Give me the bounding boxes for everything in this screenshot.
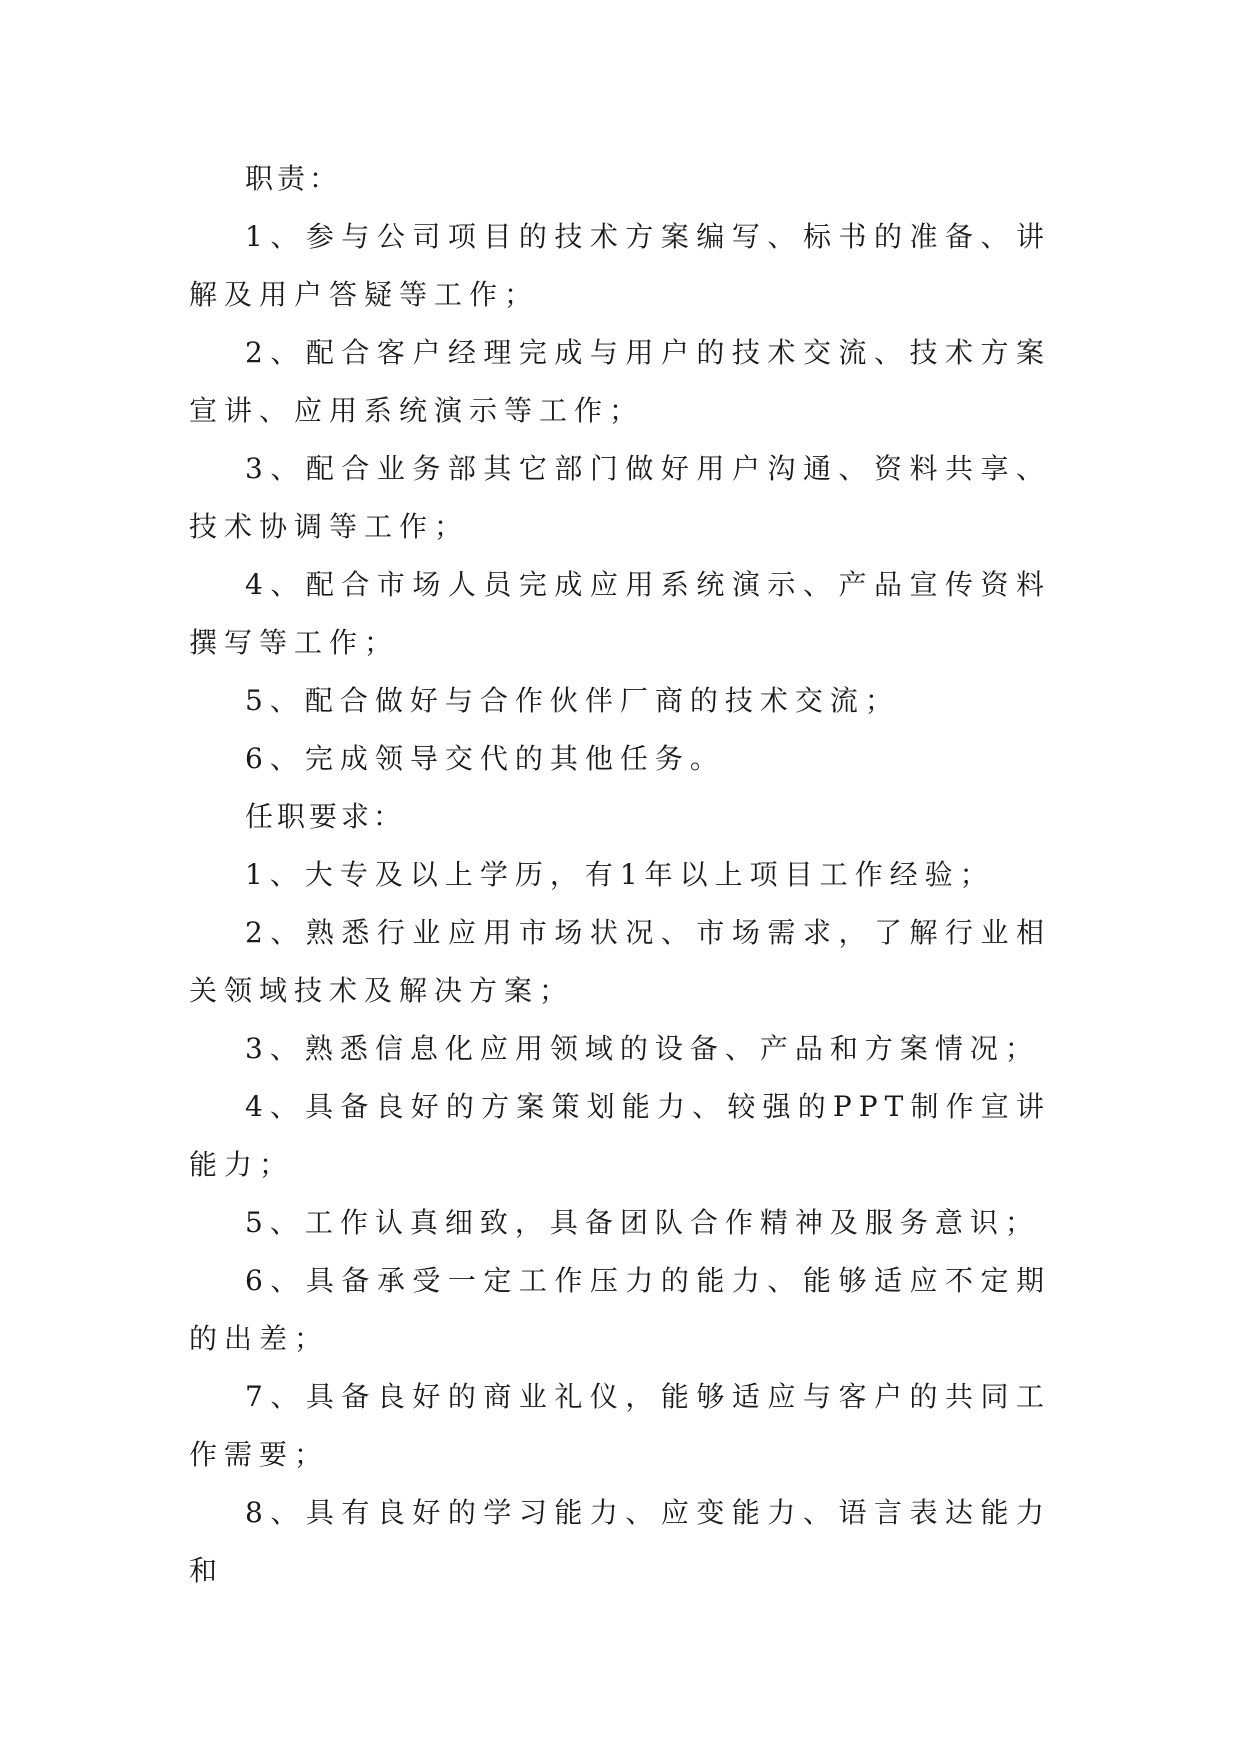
requirement-item: 8、具有良好的学习能力、应变能力、语言表达能力和 (189, 1496, 1051, 1587)
duties-heading: 职责： (245, 162, 342, 195)
requirement-item: 4、具备良好的方案策划能力、较强的PPT制作宣讲能力； (189, 1090, 1051, 1181)
document-page (189, 150, 1051, 1600)
requirement-item: 3、熟悉信息化应用领域的设备、产品和方案情况； (245, 1032, 1040, 1065)
requirement-item: 6、具备承受一定工作压力的能力、能够适应不定期的出差； (189, 1264, 1051, 1355)
requirements-heading: 任职要求： (245, 800, 406, 833)
duty-item: 3、配合业务部其它部门做好用户沟通、资料共享、技术协调等工作； (189, 452, 1051, 543)
duty-item: 2、配合客户经理完成与用户的技术交流、技术方案宣讲、应用系统演示等工作； (189, 336, 1051, 427)
requirement-item: 2、熟悉行业应用市场状况、市场需求，了解行业相关领域技术及解决方案； (189, 916, 1051, 1007)
duty-item: 5、配合做好与合作伙伴厂商的技术交流； (245, 684, 900, 717)
duty-item: 6、完成领导交代的其他任务。 (245, 742, 725, 775)
requirement-item: 1、大专及以上学历，有1年以上项目工作经验； (245, 858, 995, 891)
duty-item: 4、配合市场人员完成应用系统演示、产品宣传资料撰写等工作； (189, 568, 1051, 659)
duty-item: 1、参与公司项目的技术方案编写、标书的准备、讲解及用户答疑等工作； (189, 220, 1051, 311)
requirement-item: 5、工作认真细致，具备团队合作精神及服务意识； (245, 1206, 1040, 1239)
requirement-item: 7、具备良好的商业礼仪，能够适应与客户的共同工作需要； (189, 1380, 1051, 1471)
